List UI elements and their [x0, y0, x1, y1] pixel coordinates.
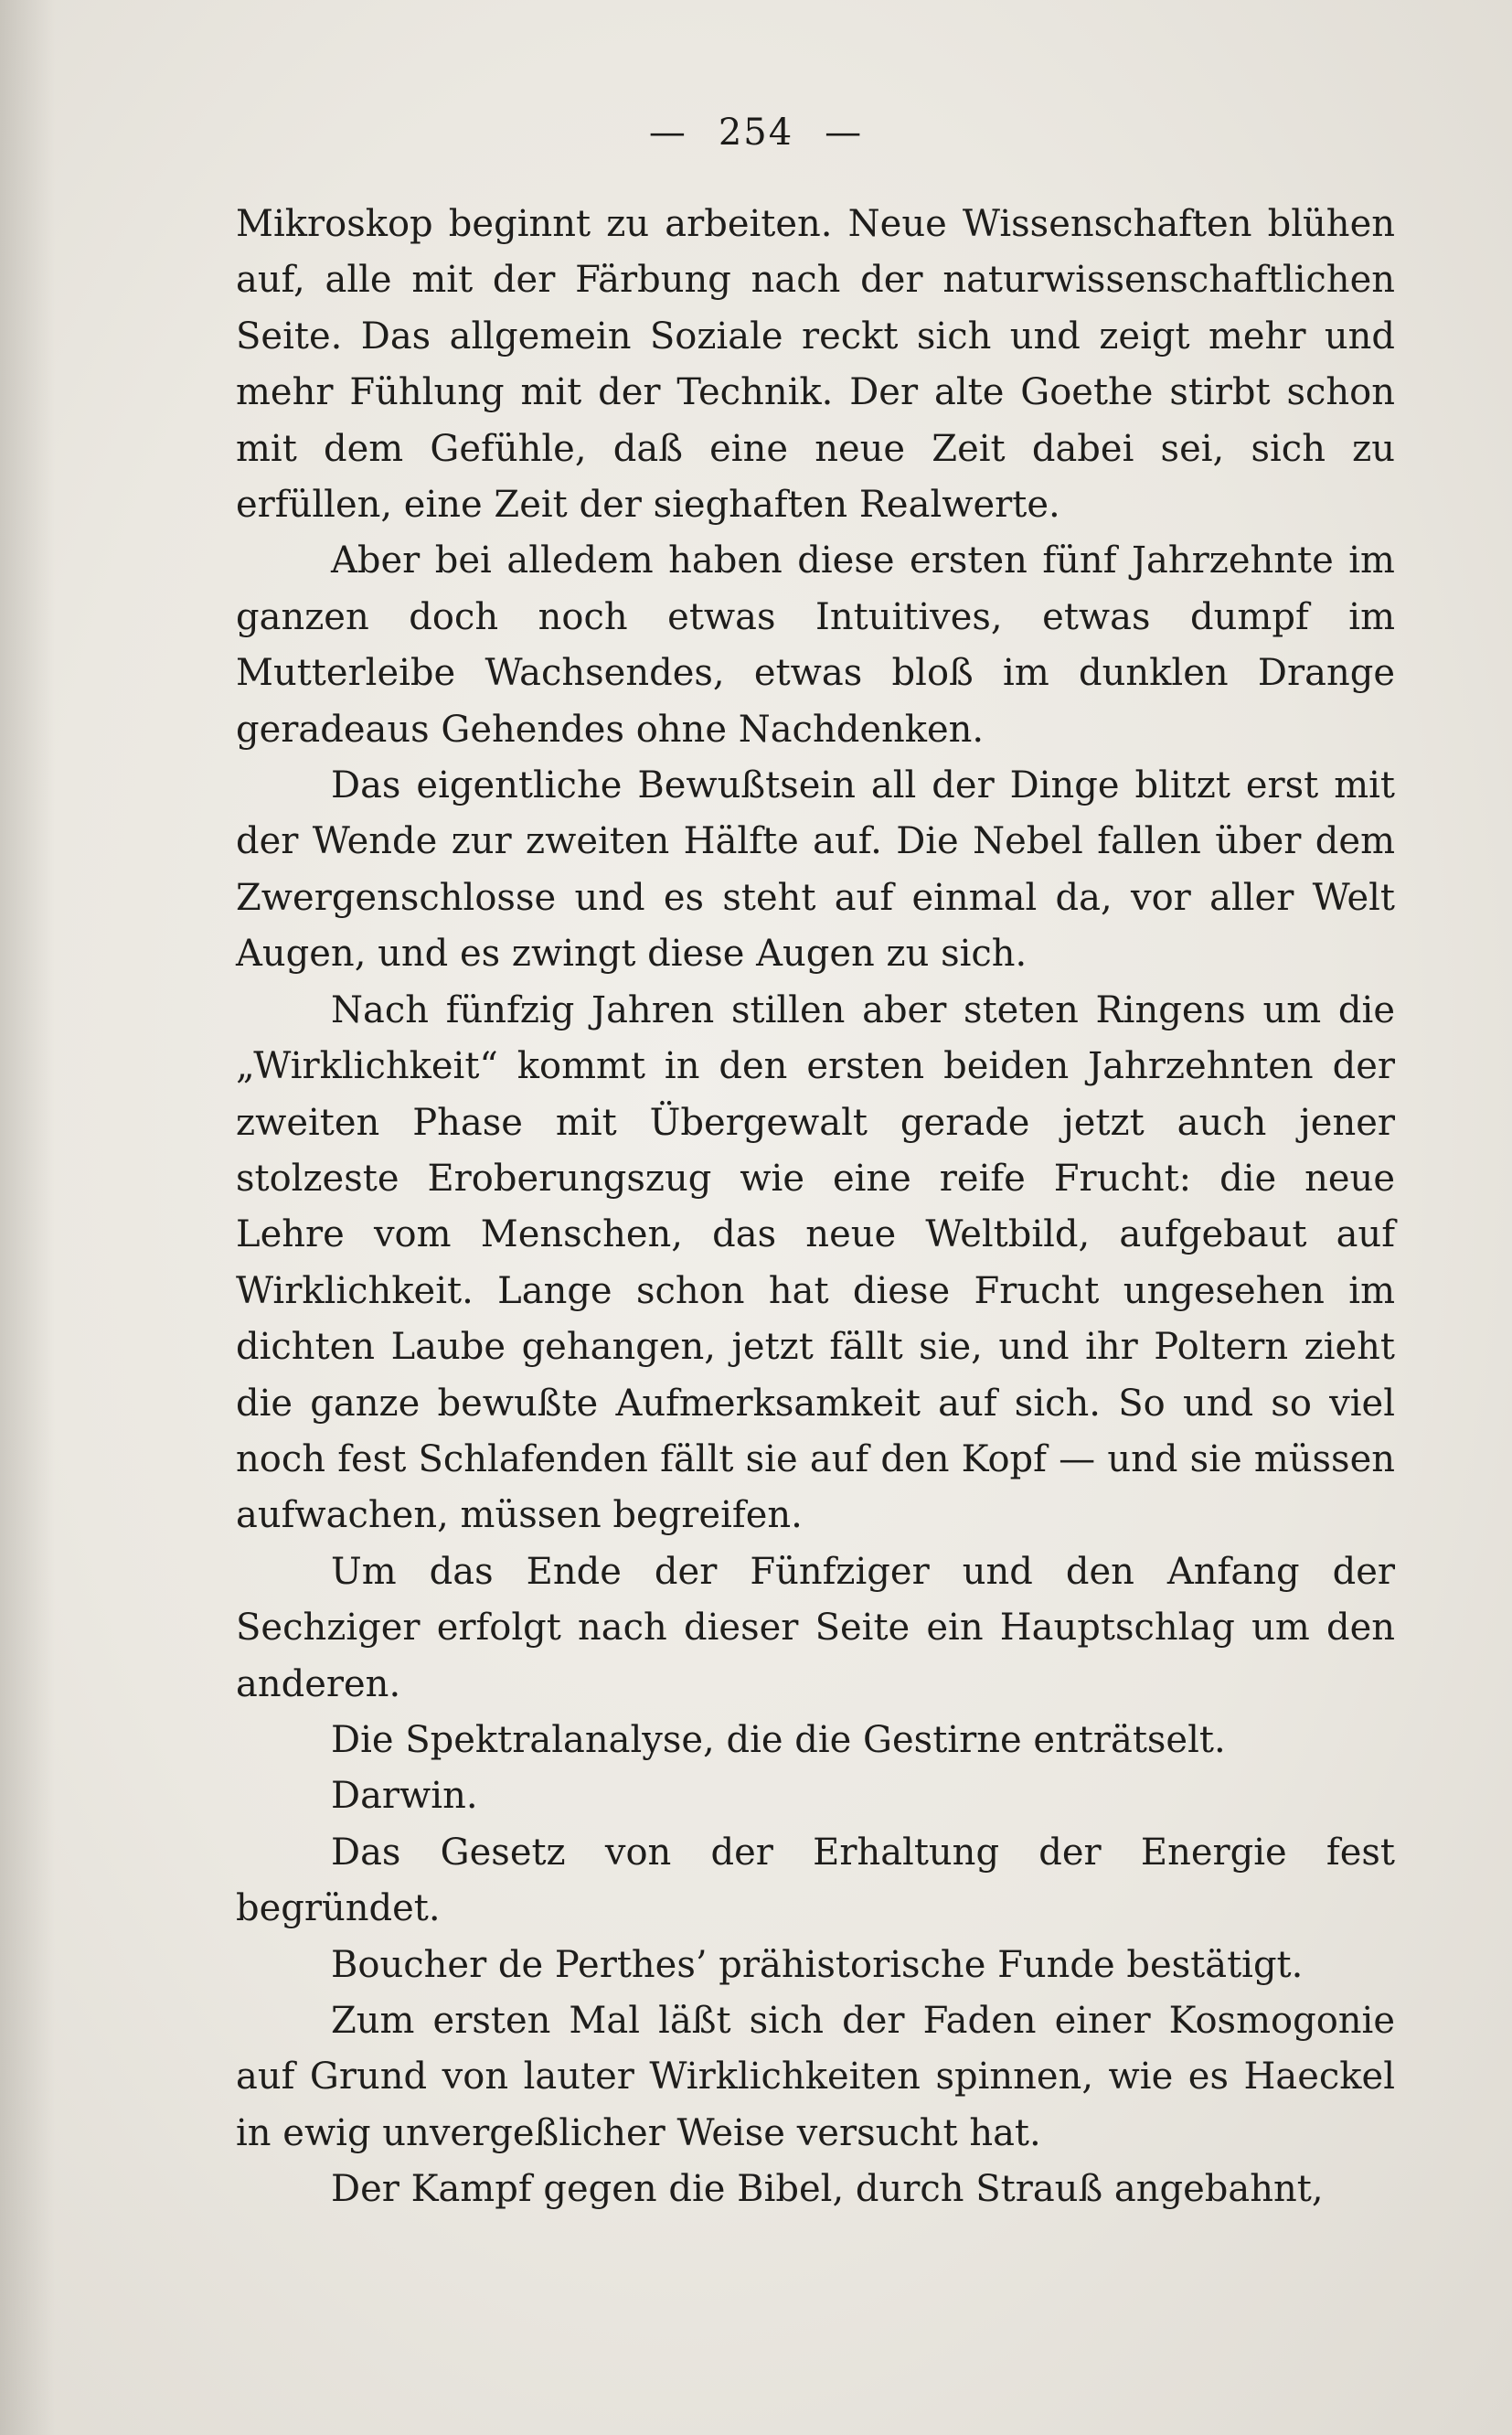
- paragraph: Mikroskop beginnt zu arbeiten. Neue Wissenschaften blühen auf, alle mit der Färbung nach der naturwissenschaftlichen Seite. Das allgemein Soziale reckt sich und zeigt mehr und mehr Fühlung mit der Technik. Der alte Goethe stirbt schon mit dem Gefühle, daß eine neue Zeit dabei sei, sich zu erfüllen, eine Zeit der sieghaften Realwerte.: [236, 203, 1395, 527]
- paragraph: Aber bei alledem haben diese ersten fünf Jahrzehnte im ganzen doch noch etwas Intuitives, etwas dumpf im Mutterleibe Wachsendes, etwas bloß im dunklen Drange geradeaus Gehendes ohne Nachdenken.: [236, 539, 1395, 751]
- paragraph: Boucher de Perthes’ prähistorische Funde bestätigt.: [331, 1943, 1304, 1986]
- paragraph: Um das Ende der Fünfziger und den Anfang der Sechziger erfolgt nach dieser Seite ein Hauptschlag um den anderen.: [236, 1550, 1395, 1705]
- page-number: 254: [718, 112, 794, 154]
- body-text: [236, 197, 1395, 2218]
- paragraph: Zum ersten Mal läßt sich der Faden einer Kosmogonie auf Grund von lauter Wirklichkeiten spinnen, wie es Haeckel in ewig unvergeßlicher Weise versucht hat.: [236, 2000, 1395, 2154]
- paragraph: Nach fünfzig Jahren stillen aber steten Ringens um die „Wirklichkeit“ kommt in den ersten beiden Jahrzehnten der zweiten Phase mit Übergewalt gerade jetzt auch jener stolzeste Eroberungszug wie eine reife Frucht: die neue Lehre vom Menschen, das neue Weltbild, aufgebaut auf Wirklichkeit. Lange schon hat diese Frucht ungesehen im dichten Laube gehangen, jetzt fällt sie, und ihr Poltern zieht die ganze bewußte Aufmerksamkeit auf sich. So und so viel noch fest Schlafenden fällt sie auf den Kopf — und sie müssen aufwachen, müssen begreifen.: [236, 988, 1395, 1537]
- header-dash-right: —: [825, 112, 864, 154]
- paragraph: Das Gesetz von der Erhaltung der Energie fest begründet.: [236, 1831, 1395, 1930]
- page-header: [0, 112, 1512, 154]
- header-dash-left: —: [648, 112, 687, 154]
- page-gutter-shadow: [0, 0, 55, 2435]
- paragraph: Die Spektralanalyse, die die Gestirne enträtselt.: [331, 1718, 1226, 1761]
- paragraph: Darwin.: [331, 1775, 478, 1818]
- paragraph: Das eigentliche Bewußtsein all der Dinge blitzt erst mit der Wende zur zweiten Hälfte auf. Die Nebel fallen über dem Zwergenschlosse und es steht auf einmal da, vor aller Welt Augen, und es zwingt diese Augen zu sich.: [236, 764, 1395, 976]
- paragraph: Der Kampf gegen die Bibel, durch Strauß angebahnt,: [331, 2168, 1324, 2211]
